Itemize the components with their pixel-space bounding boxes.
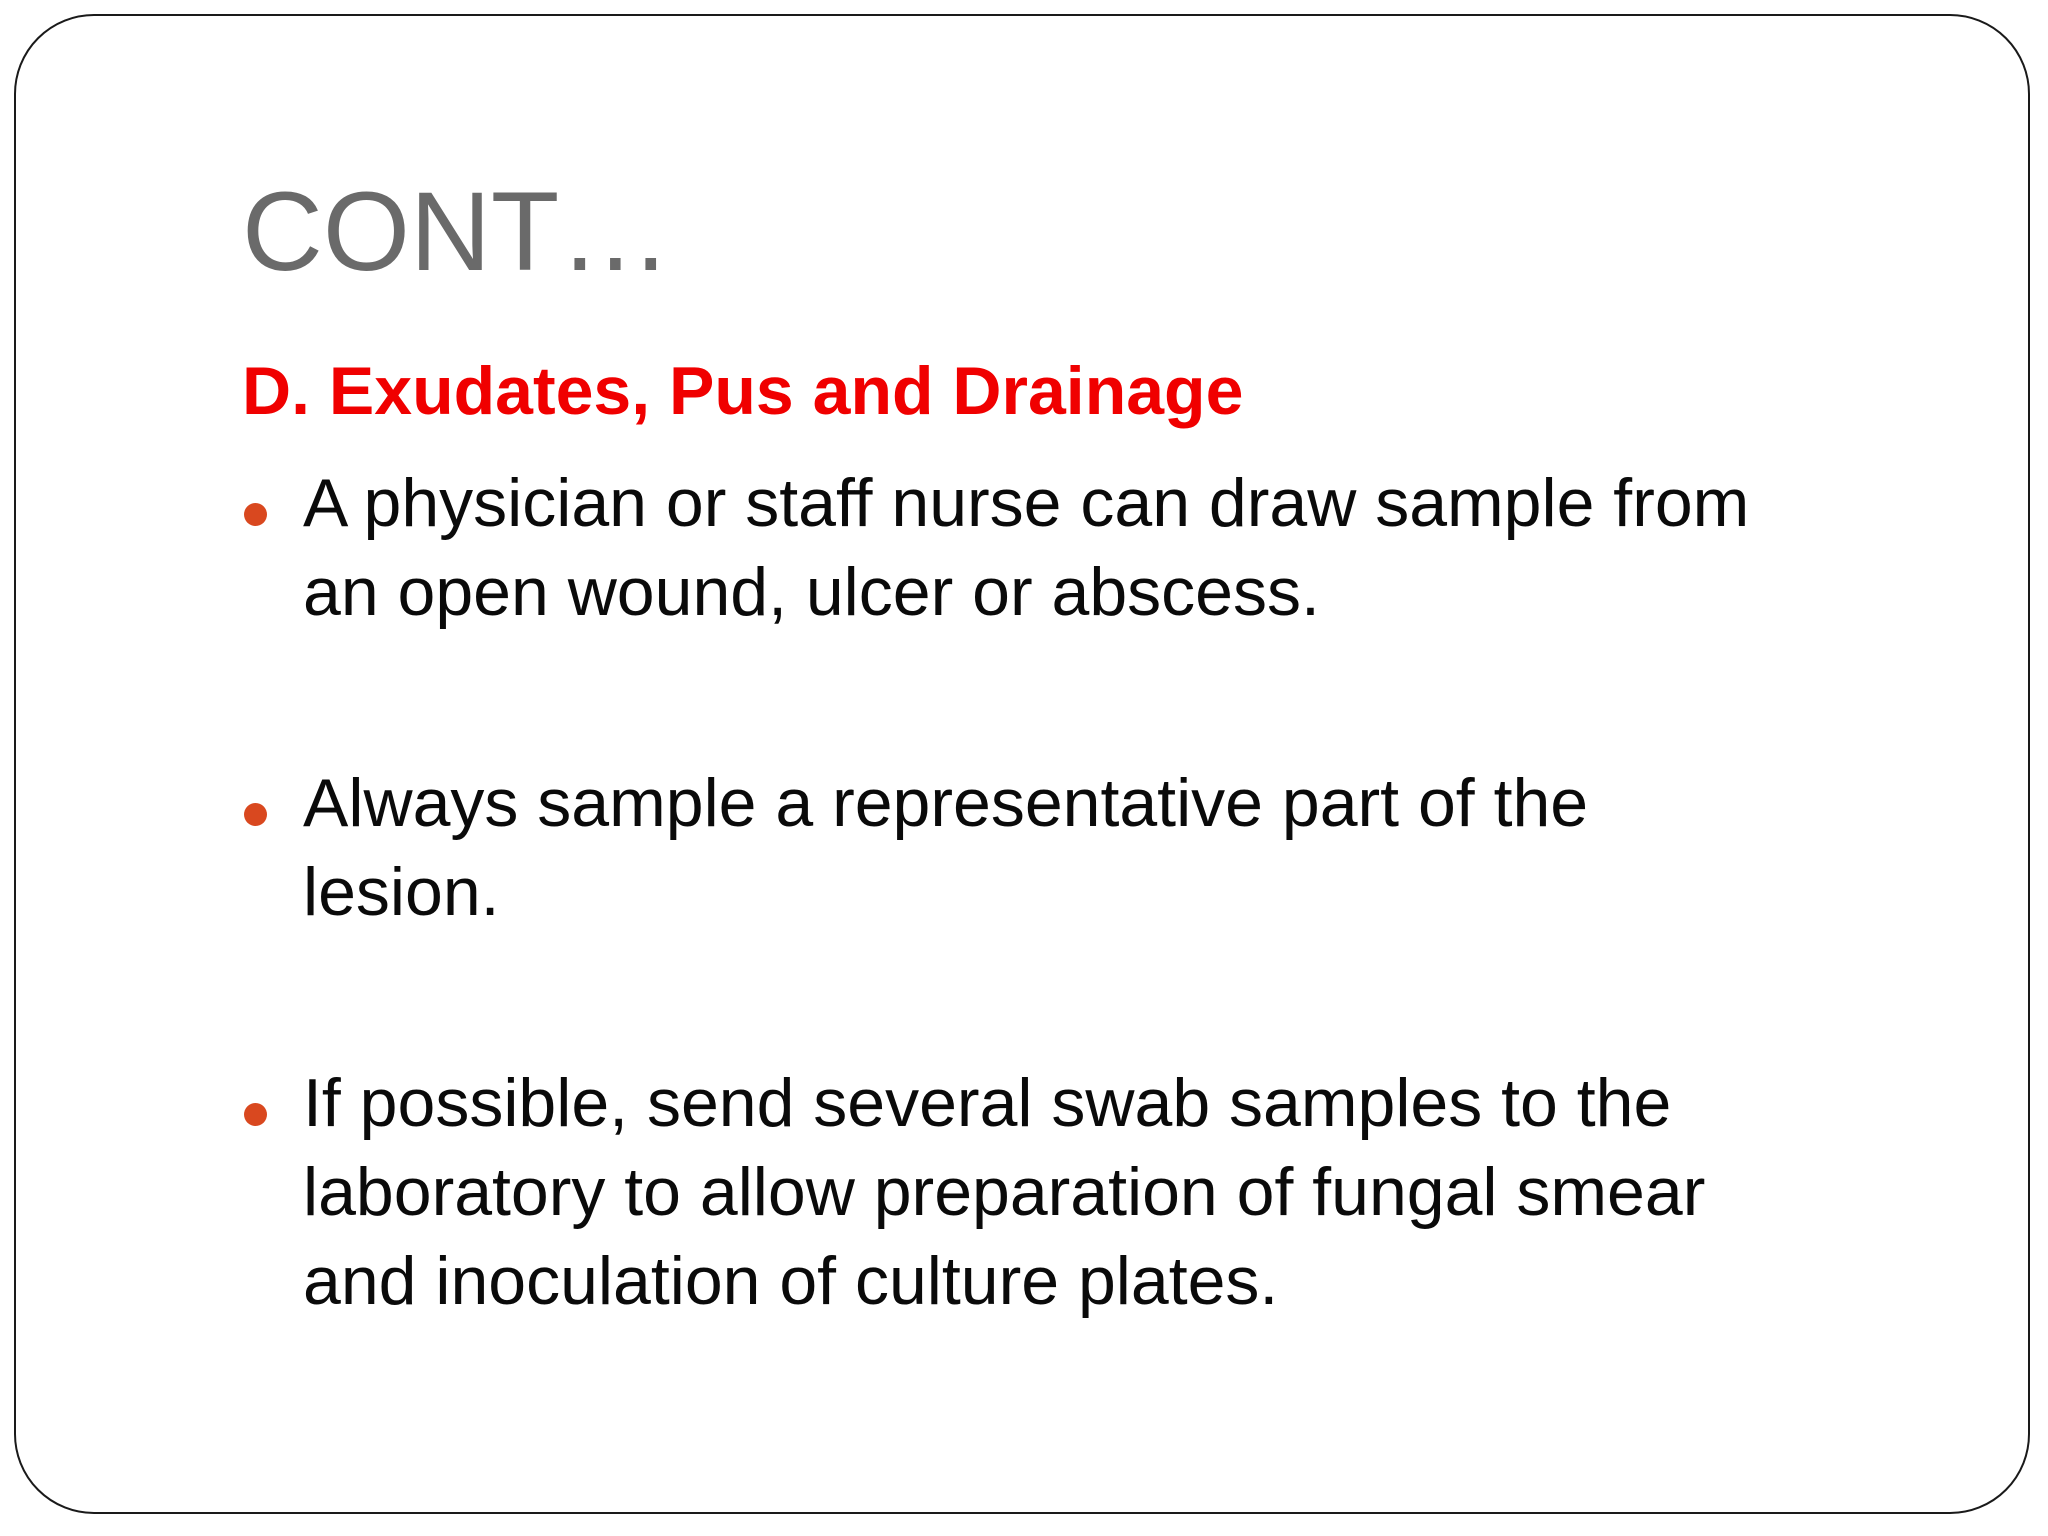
bullet-text: If possible, send several swab samples to the laboratory to allow preparation of fungal smear and inoculation of culture plates. [303,1065,1706,1319]
bullet-dot-icon [244,503,267,526]
bullet-text: Always sample a representative part of the lesion. [303,765,1589,930]
slide-subtitle: D. Exudates, Pus and Drainage [242,353,1244,429]
bullet-dot-icon [244,1103,267,1126]
bullet-text: A physician or staff nurse can draw sample from an open wound, ulcer or abscess. [303,465,1750,630]
slide-title: CONT… [242,169,672,294]
bullet-dot-icon [244,803,267,826]
slide-frame [14,14,2030,1514]
